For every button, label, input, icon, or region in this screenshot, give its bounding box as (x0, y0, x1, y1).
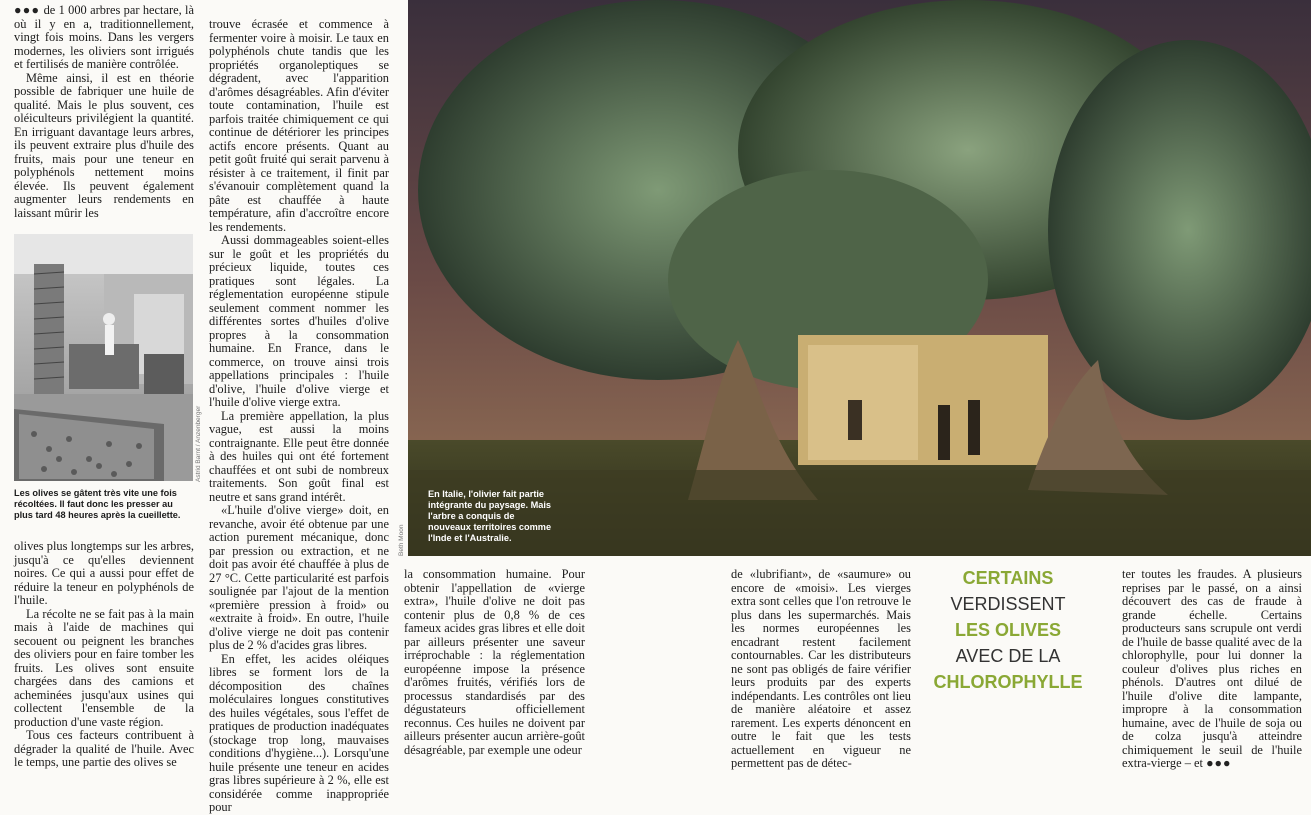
paragraph: En effet, les acides oléiques libres se forment lors de la décomposition des chaînes moléculaires longues constitutives des huiles végétales, sous l'effet de pratiques de production inadéquates (stockage trop long, mauvaises conditions d'hygiène...). Lorsqu'une huile présente une teneur en acides gras libres supérieure à 2 %, elle est considérée comme inappropriée pour (209, 651, 389, 814)
pull-quote-line: CHLOROPHYLLE (933, 672, 1083, 692)
column-3 (404, 567, 585, 757)
column-5 (1122, 567, 1302, 770)
photo-credit: Beth Moon (398, 524, 405, 556)
paragraph: ●●● de 1 000 arbres par hectare, là où il y en a, traditionnellement, vingt fois moins. Dans les vergers modernes, les oliviers sont irrigués et fertilisés de manière contrôlée. (14, 3, 194, 71)
paragraph: la consommation humaine. Pour obtenir l'appellation de «vierge extra», l'huile d'olive ne doit pas contenir plus de 0,8 % de ces fameux acides gras libres et elle doit par ailleurs présenter une saveur irréprochable : la réglementation européenne impose la présence d'arômes fruités, vérifiés lors de processus standardisés par des dégustateurs officiellement reconnus. Ces huiles ne doivent par ailleurs présenter aucun arrière-goût désagréable, par exemple une odeur (404, 567, 585, 757)
pull-quote-line: VERDISSENT (950, 594, 1066, 614)
olive-tree-night-image (408, 0, 1311, 556)
pull-quote-line: LES OLIVES (954, 620, 1062, 640)
paragraph: Même ainsi, il est en théorie possible de fabriquer une huile de qualité. Mais le plus souvent, ces oléiculteurs privilégient la quantité. En irriguant davantage leurs arbres, ils peuvent extraire plus d'huile des fruits, mais pour une teneur en polyphénols nettement moins élevée. Ils peuvent également augmenter leurs rendements en laissant mûrir les (14, 70, 194, 220)
pull-quote (922, 565, 1094, 695)
end-bullets-icon: ●●● (1206, 756, 1232, 770)
paragraph: olives plus longtemps sur les arbres, jusqu'à ce qu'elles deviennent noires. Ce qui a aussi pour effet de réduire la teneur en polyphénols de l'huile. (14, 539, 194, 607)
photo-olive-trees (408, 0, 1311, 556)
pull-quote-line: AVEC DE LA (955, 646, 1061, 666)
photo-credit: Astrid Barnt / Anzenberger (195, 405, 202, 482)
photo-caption: En Italie, l'olivier fait partie intégrante du paysage. Mais l'arbre a conquis de nouveaux territoires comme l'Inde et l'Australie. (428, 489, 552, 543)
paragraph: ter toutes les fraudes. A plusieurs reprises par le passé, on a ainsi découvert des cas de fraude à grande échelle. Certains producteurs sans scrupule ont verdi de l'huile de basse qualité avec de la chlorophylle, pour lui donner la couleur d'olives plus riches en phénols. D'autres ont dilué de l'huile d'olive dite lampante, impropre à la consommation humaine, avec de l'huile de soja ou de colza jusqu'à atteindre chimiquement le seuil de l'huile extra-vierge – et ●●● (1122, 567, 1302, 770)
column-1-top (14, 4, 194, 220)
paragraph: trouve écrasée et commence à fermenter voire à moisir. Le taux en polyphénols chute tandis que les propriétés organoleptiques se dégradent, avec l'apparition d'arômes désagréables. Afin d'éviter toute contamination, l'huile est parfois traitée chimiquement ce qui continue de détériorer les principes actifs encore présents. Quant au petit goût fruité qui serait parvenu à résister à ce traitement, il finit par s'évanouir complètement quand la pâte est chauffée à haute température, afin d'accroître encore les rendements. (209, 17, 389, 234)
paragraph: Aussi dommageables soient-elles sur le goût et les propriétés du précieux liquide, toutes ces pratiques sont légales. La réglementation européenne stipule seulement comment nommer les différentes sortes d'huiles d'olive propres à la consommation humaine. En France, dans le commerce, on trouve ainsi trois appellations principales : l'huile d'olive, l'huile d'olive vierge et l'huile d'olive vierge extra. (209, 233, 389, 409)
photo-caption: Les olives se gâtent très vite une fois récoltées. Il faut donc les presser au plus tard 48 heures après la cueillette. (14, 488, 181, 520)
paragraph: La récolte ne se fait pas à la main mais à l'aide de machines qui secouent ou peignent les branches des oliviers pour en faire tomber les fruits. Les olives sont ensuite chargées dans des camions et acheminées jusqu'aux usines qui collectent l'ensemble de la production d'une vaste région. (14, 606, 194, 729)
column-4 (731, 567, 911, 770)
pull-quote-line: CERTAINS (962, 568, 1054, 588)
paragraph: La première appellation, la plus vague, est aussi la moins contraignante. Elle peut être donnée à des huiles qui ont été fortement chauffées et ont subi de nombreux traitements. Son goût final est neutre et sans grand intérêt. (209, 408, 389, 504)
paragraph: de «lubrifiant», de «saumure» ou encore de «moisi». Les vierges extra sont celles que l'on retrouve le plus dans les supermarchés. Mais les normes européennes les encadrant restent facilement contournables. Car les distributeurs ne sont pas obligés de faire vérifier leurs produits par des experts indépendants. Les contrôles ont lieu de manière aléatoire et assez rarement. Les experts dénoncent en outre le fait que les tests actuellement en vigueur ne permettent pas de détec- (731, 567, 911, 770)
column-1-bottom (14, 539, 194, 769)
paragraph: Tous ces facteurs contribuent à dégrader la qualité de l'huile. Avec le temps, une partie des olives se (14, 728, 194, 769)
photo-olive-press (14, 234, 193, 481)
column-2 (209, 17, 389, 814)
paragraph: «L'huile d'olive vierge» doit, en revanche, avoir été obtenue par une action purement mécanique, donc par pression ou extraction, et ne doit pas avoir été chauffée à plus de 27 °C. Cette particularité est parfois soulignée par l'ajout de la mention «première pression à froid» ou «extraite à froid». En outre, l'huile d'olive vierge ne doit pas contenir plus de 2 % d'acides gras libres. (209, 503, 389, 652)
olive-press-image (14, 234, 193, 481)
bullets-icon: ●●● (14, 3, 41, 17)
